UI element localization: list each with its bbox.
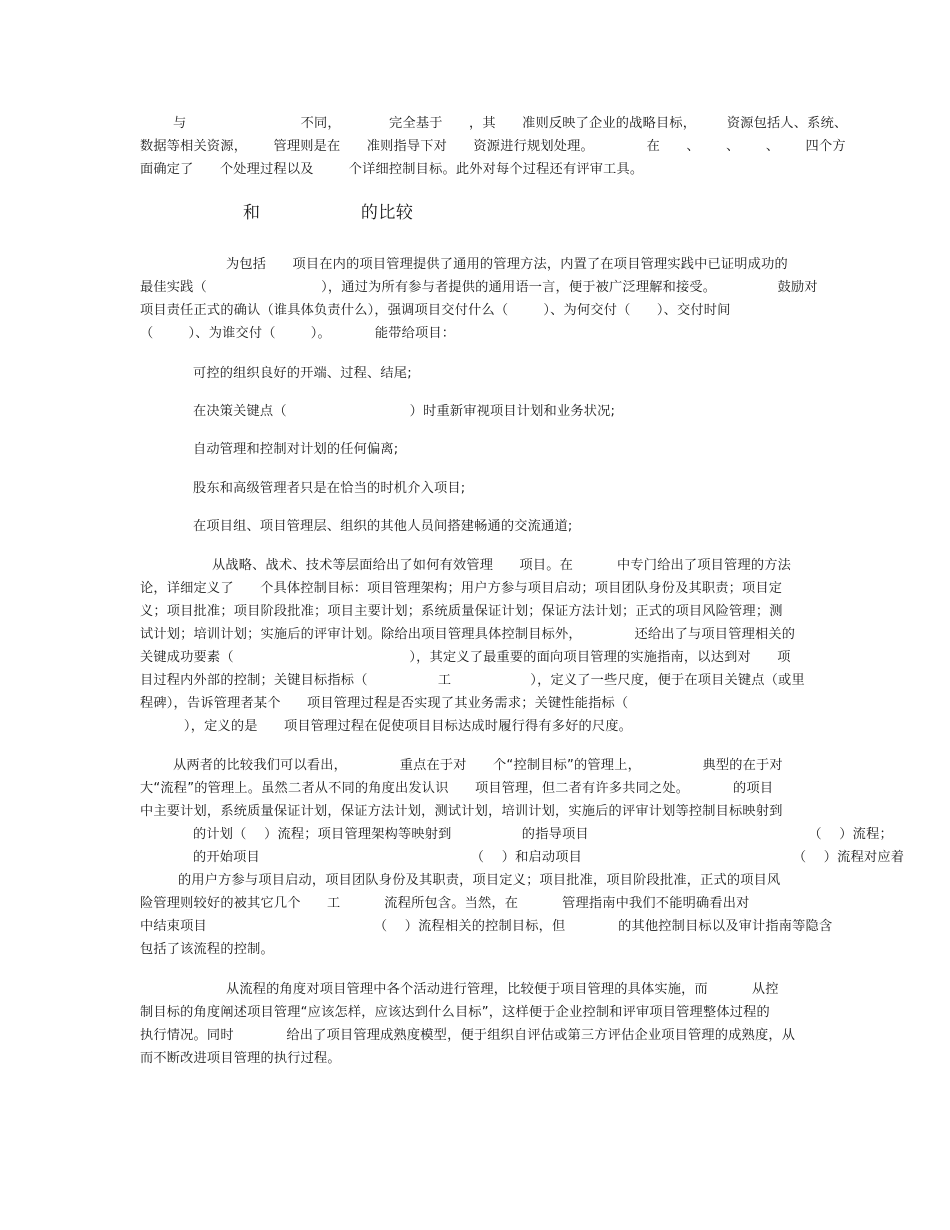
paragraph-line: 关键成功要素（ ），其定义了最重要的面向项目管理的实施指南，以达到对 项 (140, 650, 791, 665)
list-item: 在项目组、项目管理层、组织的其他人员间搭建畅通的交流通道; (193, 519, 573, 534)
list-item: 在决策关键点（ ）时重新审视项目计划和业务状况; (193, 404, 616, 419)
paragraph-line: 试计划；培训计划；实施后的评审计划。除给出项目管理具体控制目标外， 还给出了与项目管理相关的 (140, 627, 796, 642)
list-item: 可控的组织良好的开端、过程、结尾; (193, 366, 412, 381)
intro-line: 数据等相关资源， 管理则是在 准则指导下对 资源进行规划处理。 在 、 、 、 四个方 (140, 139, 846, 154)
paragraph-line: 而不断改进项目管理的执行过程。 (140, 1051, 341, 1066)
paragraph-line: （ ）、为谁交付（ ）。 能带给项目： (140, 326, 456, 341)
paragraph-line: 最佳实践（ ），通过为所有参与者提供的通用语一言，便于被广泛理解和接受。 鼓励对 (140, 280, 818, 295)
paragraph-line: 险管理则较好的被其它几个 工 流程所包含。当然，在 管理指南中我们不能明确看出对 (140, 896, 750, 911)
paragraph-line: ），定义的是 项目管理过程在促使项目目标达成时履行得有多好的尺度。 (140, 719, 633, 734)
paragraph-line: 目过程内外部的控制；关键目标指标（ 工 ），定义了一些尺度，便于在项目关键点（或里 (140, 673, 805, 688)
paragraph-line: 包括了该流程的控制。 (140, 942, 274, 957)
paragraph-line: 从两者的比较我们可以看出， 重点在于对 个“控制目标”的管理上， 典型的在于对 (173, 758, 783, 773)
paragraph-line: 大“流程”的管理上。虽然二者从不同的角度出发认识 项目管理，但二者有许多共同之处。 的项目 (140, 781, 774, 796)
paragraph-line: 程碑），告诉管理者某个 项目管理过程是否实现了其业务需求；关键性能指标（ (140, 696, 629, 711)
list-item: 股东和高级管理者只是在恰当的时机介入项目; (193, 481, 466, 496)
intro-line: 与 不同， 完全基于 ，其 准则反映了企业的战略目标， 资源包括人、系统、 (173, 116, 848, 131)
paragraph-line: 的开始项目 （ ）和启动项目 （ ）流程对应着 (193, 850, 905, 865)
paragraph-line: 从战略、战术、技术等层面给出了如何有效管理 项目。在 中专门给出了项目管理的方法 (212, 558, 791, 573)
paragraph-line: 的用户方参与项目启动，项目团队身份及其职责，项目定义；项目批准，项目阶段批准，正式的项目风 (178, 873, 781, 888)
paragraph-line: 的计划（ ）流程；项目管理架构等映射到 的指导项目 （ ）流程； (193, 827, 893, 842)
paragraph-line: 义；项目批准；项目阶段批准；项目主要计划；系统质量保证计划；保证方法计划；正式的项目风险管理；测 (140, 604, 783, 619)
paragraph-line: 项目责任正式的确认（谁具体负责什么），强调项目交付什么（ ）、为何交付（ ）、交付时间 (140, 303, 731, 318)
paragraph-line: 中结束项目 （ ）流程相关的控制目标，但 的其他控制目标以及审计指南等隐含 (140, 919, 833, 934)
section-heading: 和 的比较 (243, 203, 414, 223)
paragraph-line: 从流程的角度对项目管理中各个活动进行管理，比较便于项目管理的具体实施，而 从控 (226, 982, 779, 997)
paragraph-line: 论，详细定义了 个具体控制目标：项目管理架构；用户方参与项目启动；项目团队身份及其职责；项目定 (140, 581, 783, 596)
paragraph-line: 中主要计划，系统质量保证计划，保证方法计划，测试计划，培训计划，实施后的评审计划等控制目标映射到 (140, 804, 783, 819)
paragraph-line: 执行情况。同时 给出了项目管理成熟度模型，便于组织自评估或第三方评估企业项目管理的成熟度，从 (140, 1028, 796, 1043)
intro-line: 面确定了 个处理过程以及 个详细控制目标。此外对每个过程还有评审工具。 (140, 162, 644, 177)
paragraph-line: 制目标的角度阐述项目管理“应该怎样，应该达到什么目标”，这样便于企业控制和评审项目管理整体过程的 (140, 1005, 770, 1020)
paragraph-line: 为包括 项目在内的项目管理提供了通用的管理方法，内置了在项目管理实践中已证明成功的 (226, 257, 788, 272)
list-item: 自动管理和控制对计划的任何偏离; (193, 442, 399, 457)
